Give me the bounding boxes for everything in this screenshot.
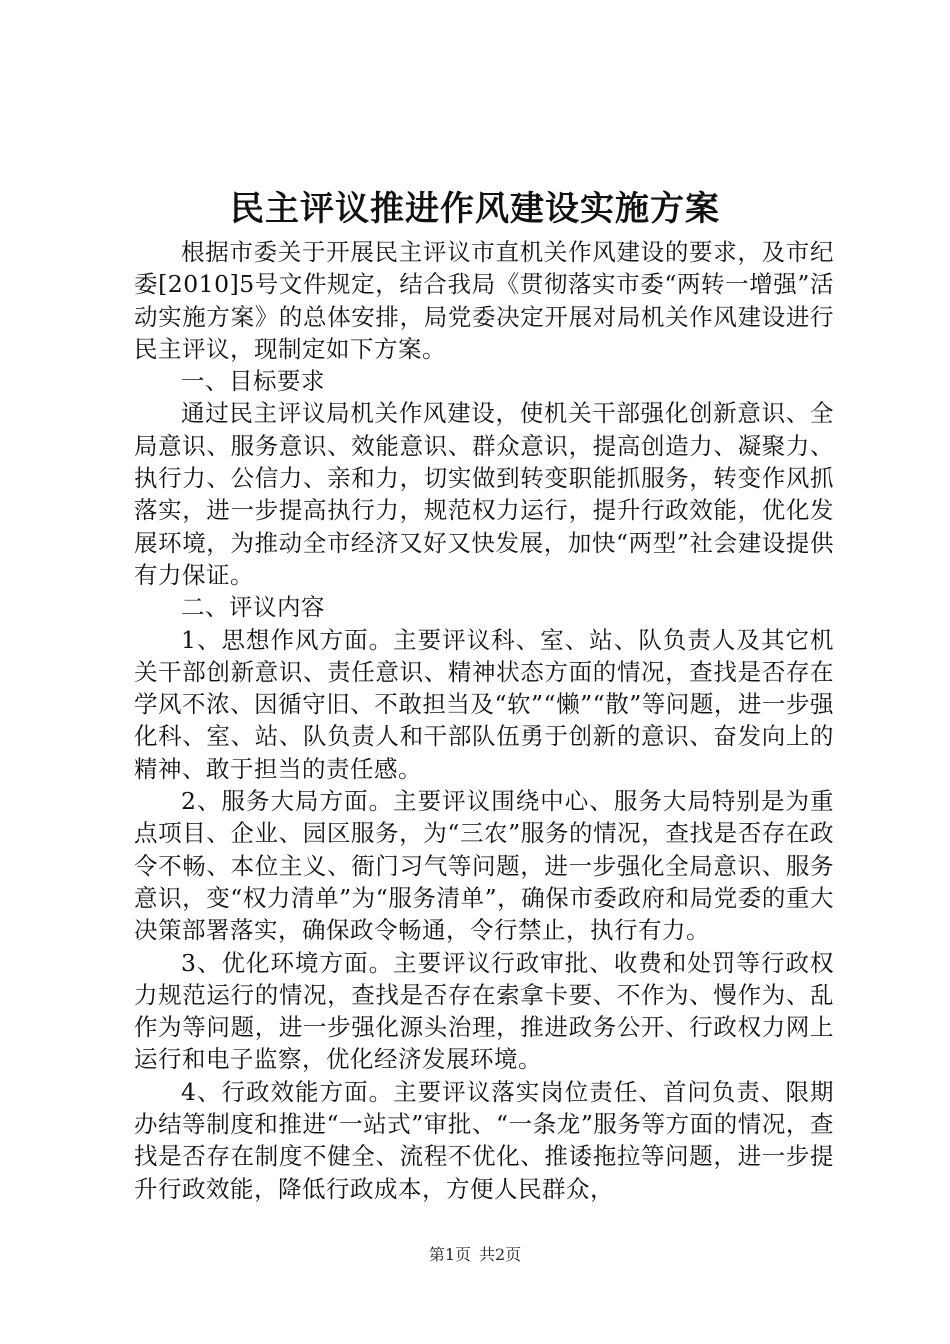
goals-paragraph: 通过民主评议局机关作风建设，使机关干部强化创新意识、全局意识、服务意识、效能意识、群众意识，提高创造力、凝聚力、执行力、公信力、亲和力，切实做到转变职能抓服务，转变作风抓落实，进一步提高执行力，规范权力运行，提升行政效能，优化发展环境，为推动全市经济又好又快发展，加快“两型”社会建设提供有力保证。 <box>134 399 834 589</box>
section-heading-content: 二、评议内容 <box>181 593 325 622</box>
section-heading-goals: 一、目标要求 <box>181 367 325 396</box>
intro-paragraph: 根据市委关于开展民主评议市直机关作风建设的要求，及市纪委[2010]5号文件规定，结合我局《贯彻落实市委“两转一增强”活动实施方案》的总体安排，局党委决定开展对局机关作风建设进行民主评议，现制定如下方案。 <box>134 238 834 363</box>
document-body <box>134 236 834 1205</box>
document-title: 民主评议推进作风建设实施方案 <box>230 189 720 229</box>
page-number: 第1页 <box>428 1245 471 1264</box>
content-item-serving-overall: 2、服务大局方面。主要评议围绕中心、服务大局特别是为重点项目、企业、园区服务，为“三农”服务的情况，查找是否存在政令不畅、本位主义、衙门习气等问题，进一步强化全局意识、服务意识，变“权力清单”为“服务清单”，确保市委政府和局党委的重大决策部署落实，确保政令畅通，令行禁止，执行有力。 <box>134 787 834 945</box>
content-item-thinking-style: 1、思想作风方面。主要评议科、室、站、队负责人及其它机关干部创新意识、责任意识、精神状态方面的情况，查找是否存在学风不浓、因循守旧、不敢担当及“软”“懒”“散”等问题，进一步强化科、室、站、队负责人和干部队伍勇于创新的意识、奋发向上的精神、敢于担当的责任感。 <box>134 625 834 783</box>
page-total: 共2页 <box>479 1245 522 1264</box>
content-item-efficiency: 4、行政效能方面。主要评议落实岗位责任、首问负责、限期办结等制度和推进“一站式”审批、“一条龙”服务等方面的情况，查找是否存在制度不健全、流程不优化、推诿拖拉等问题，进一步提升行政效能，降低行政成本，方便人民群众， <box>134 1077 834 1203</box>
page-footer <box>0 1244 950 1266</box>
content-item-environment: 3、优化环境方面。主要评议行政审批、收费和处罚等行政权力规范运行的情况，查找是否存在索拿卡要、不作为、慢作为、乱作为等问题，进一步强化源头治理，推进政务公开、行政权力网上运行和电子监察，优化经济发展环境。 <box>134 948 834 1074</box>
